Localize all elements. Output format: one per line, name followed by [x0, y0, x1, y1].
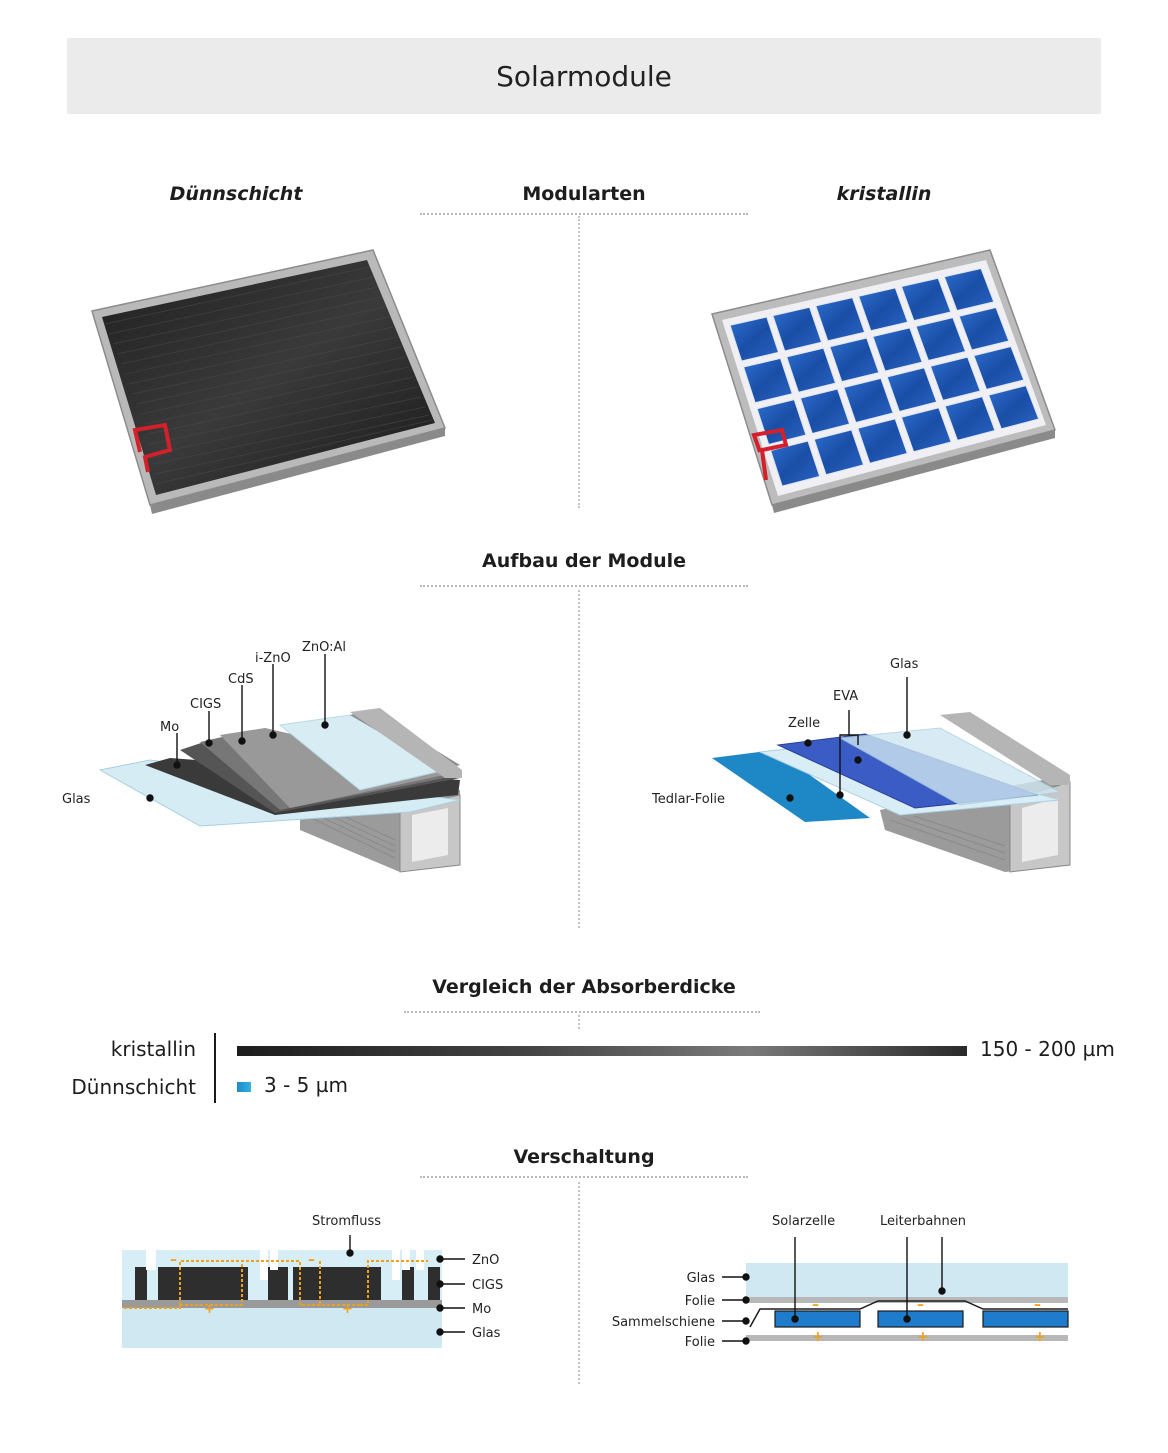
crystalline-label: kristallin	[836, 183, 932, 205]
layer-label-cigs: CIGS	[190, 697, 222, 712]
compare-value-crystalline: 150 - 200 µm	[980, 1037, 1115, 1061]
wiring-label-solarzelle: Solarzelle	[772, 1214, 836, 1229]
minus-sign-1: –	[812, 1297, 819, 1313]
page-title: Solarmodule	[496, 59, 672, 93]
minus-sign-2: –	[917, 1297, 924, 1313]
wiring-heading: Verschaltung	[513, 1146, 655, 1168]
crystalline-module-illustration	[700, 240, 1070, 515]
wiring-label-folie-1: Folie	[684, 1294, 715, 1309]
structure-heading: Aufbau der Module	[481, 550, 687, 572]
plus-sign-2: +	[917, 1329, 929, 1345]
module-types-divider	[420, 213, 748, 215]
minus-sign-3: –	[1034, 1297, 1041, 1313]
wiring-label-folie-2: Folie	[684, 1335, 715, 1350]
layer-label-zelle: Zelle	[788, 716, 821, 731]
thin-film-label: Dünnschicht	[169, 183, 303, 205]
svg-text:+: +	[204, 1302, 215, 1317]
thin-film-layer-diagram	[50, 630, 480, 880]
layer-label-izno: i-ZnO	[255, 651, 291, 666]
center-divider-2	[578, 590, 580, 928]
wiring-label-zno: ZnO	[472, 1253, 500, 1268]
layer-label-glas: Glas	[62, 792, 91, 807]
center-divider-3	[578, 1182, 580, 1384]
wiring-label-stromfluss: Stromfluss	[312, 1214, 381, 1229]
wiring-label-leiterbahnen: Leiterbahnen	[880, 1214, 966, 1229]
wiring-label-mo: Mo	[472, 1302, 492, 1317]
svg-text:–: –	[170, 1252, 177, 1268]
wiring-label-cigs: CIGS	[472, 1278, 504, 1293]
wiring-divider	[420, 1176, 748, 1178]
absorber-compare-heading: Vergleich der Absorberdicke	[432, 976, 736, 998]
compare-divider	[404, 1011, 760, 1013]
compare-label-thin: Dünnschicht	[71, 1075, 196, 1099]
title-banner	[67, 38, 1101, 114]
crystalline-layer-diagram	[640, 650, 1080, 880]
wiring-label-glas: Glas	[472, 1326, 501, 1341]
plus-sign-1: +	[812, 1329, 824, 1345]
compare-bar-thin	[237, 1082, 251, 1092]
crystalline-wiring-diagram	[600, 1205, 1080, 1355]
compare-label-crystalline: kristallin	[110, 1037, 196, 1061]
layer-label-cds: CdS	[228, 672, 254, 687]
structure-divider	[420, 585, 748, 587]
wiring-label-sammelschiene: Sammelschiene	[611, 1315, 715, 1330]
module-types-heading: Modularten	[522, 183, 646, 205]
plus-sign-3: +	[1034, 1329, 1046, 1345]
thin-film-wiring-diagram	[110, 1205, 530, 1355]
layer-label-znoal: ZnO:Al	[302, 640, 347, 655]
compare-bar-crystalline	[237, 1046, 967, 1056]
compare-center-tick	[578, 1015, 580, 1029]
center-divider-1	[578, 216, 580, 508]
compare-axis	[214, 1033, 216, 1103]
compare-value-thin: 3 - 5 µm	[264, 1073, 348, 1097]
layer-label-mo: Mo	[160, 720, 180, 735]
wiring-label-glas-c: Glas	[686, 1271, 715, 1286]
svg-text:+: +	[342, 1302, 353, 1317]
layer-label-glas-top: Glas	[890, 657, 919, 672]
layer-label-eva: EVA	[833, 689, 859, 704]
thin-film-module-illustration	[80, 240, 460, 515]
svg-text:–: –	[308, 1252, 315, 1268]
layer-label-tedlar: Tedlar-Folie	[652, 792, 725, 807]
